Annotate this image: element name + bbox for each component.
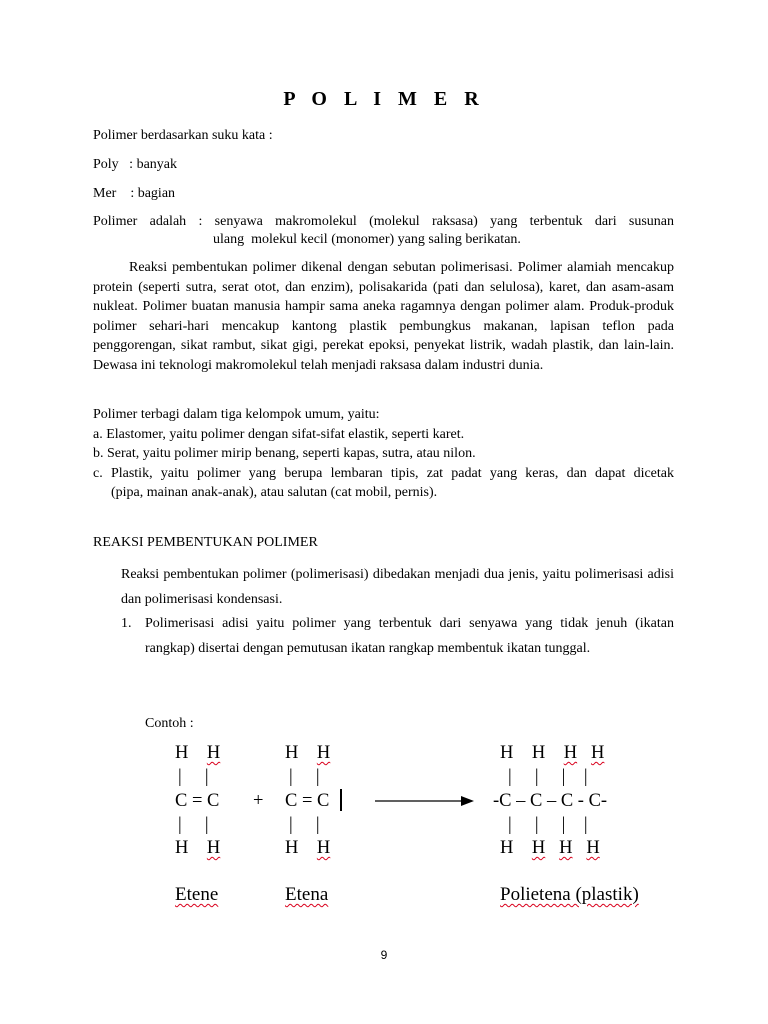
group-item-plastik-cont: (pipa, mainan anak-anak), atau salutan (cat mobil, pernis). <box>111 485 438 501</box>
group-item-serat: b. Serat, yaitu polimer mirip benang, seperti kapas, sutra, atau nilon. <box>93 446 476 462</box>
monomer1-top-h: H H <box>175 743 221 763</box>
product-label-text: Polietena (plastik) <box>500 884 639 905</box>
plus-sign: + <box>253 791 264 811</box>
example-label: Contoh : <box>145 716 194 731</box>
list-item-number: 1. <box>121 616 132 631</box>
group-item-elastomer: a. Elastomer, yaitu polimer dengan sifat-sifat elastik, seperti karet. <box>93 426 465 442</box>
monomer2-bond-top: | | <box>289 767 320 787</box>
monomer2-bottom-h: H H <box>285 838 331 858</box>
monomer2-center: C = C <box>285 791 330 811</box>
groups-intro: Polimer terbagi dalam tiga kelompok umum, yaitu: <box>93 407 380 422</box>
polymer-definition-line2: ulang molekul kecil (monomer) yang saling berikatan. <box>213 232 521 247</box>
monomer1-bond-bottom: | | <box>178 815 209 835</box>
section-heading: REAKSI PEMBENTUKAN POLIMER <box>93 535 318 550</box>
monomer2-bond-bottom: | | <box>289 815 320 835</box>
paragraph-polymerization: Reaksi pembentukan polimer dikenal dengan sebutan polimerisasi. Polimer alamiah mencakup protein (seperti sutra, serat otot, dan enzim), polisakarida (pati dan selulosa), karet, dan asam-asam nukleat. Polimer buatan manusia hampir sama aneka ragamnya dengan polimer alam. Produk-produk polimer sehari-hari mencakup kantong plastik pembungkus makanan, lapisan teflon pada penggorengan, sikat rambut, sikat gigi, perekat epoksi, penyekat listrik, wadah plastik, dan lain-lain. Dewasa ini teknologi makromolekul telah menjadi raksasa dalam industri dunia. <box>93 260 674 373</box>
arrow-right-icon <box>375 793 475 809</box>
product-bottom-h: H H H H <box>500 838 600 858</box>
product-bond-bottom: | | | | <box>508 815 588 835</box>
text-cursor <box>340 789 342 811</box>
mer-definition: Mer : bagian <box>93 186 176 201</box>
monomer1-label: Etene <box>175 884 219 905</box>
poly-definition: Poly : banyak <box>93 157 177 172</box>
monomer1-center: C = C <box>175 791 220 811</box>
intro-heading: Polimer berdasarkan suku kata : <box>93 128 273 143</box>
polymer-groups <box>93 405 674 503</box>
monomer2-top-h: H H <box>285 743 331 763</box>
product-bond-top: | | | | <box>508 767 588 787</box>
monomer1-bond-top: | | <box>178 767 209 787</box>
page-number: 9 <box>380 948 388 962</box>
monomer2-label: Etena <box>285 884 329 905</box>
section-paragraph: Reaksi pembentukan polimer (polimerisasi) dibedakan menjadi dua jenis, yaitu polimerisasi adisi dan polimerisasi kondensasi. <box>121 567 674 607</box>
page-title: P O L I M E R <box>283 88 485 110</box>
product-center: -C – C – C - C- <box>493 791 608 811</box>
product-label <box>500 884 639 906</box>
list-item-text: Polimerisasi adisi yaitu polimer yang terbentuk dari senyawa yang tidak jenuh (ikatan rangkap) disertai dengan pemutusan ikatan rangkap membentuk ikatan tunggal. <box>145 616 674 656</box>
polymer-definition-line1: Polimer adalah : senyawa makromolekul (molekul raksasa) yang terbentuk dari susunan <box>93 214 674 229</box>
monomer1-bottom-h: H H <box>175 838 221 858</box>
group-item-plastik: c. Plastik, yaitu polimer yang berupa lembaran tipis, zat padat yang keras, dan dapat dicetak <box>93 465 674 481</box>
product-top-h: H H H H <box>500 743 605 763</box>
